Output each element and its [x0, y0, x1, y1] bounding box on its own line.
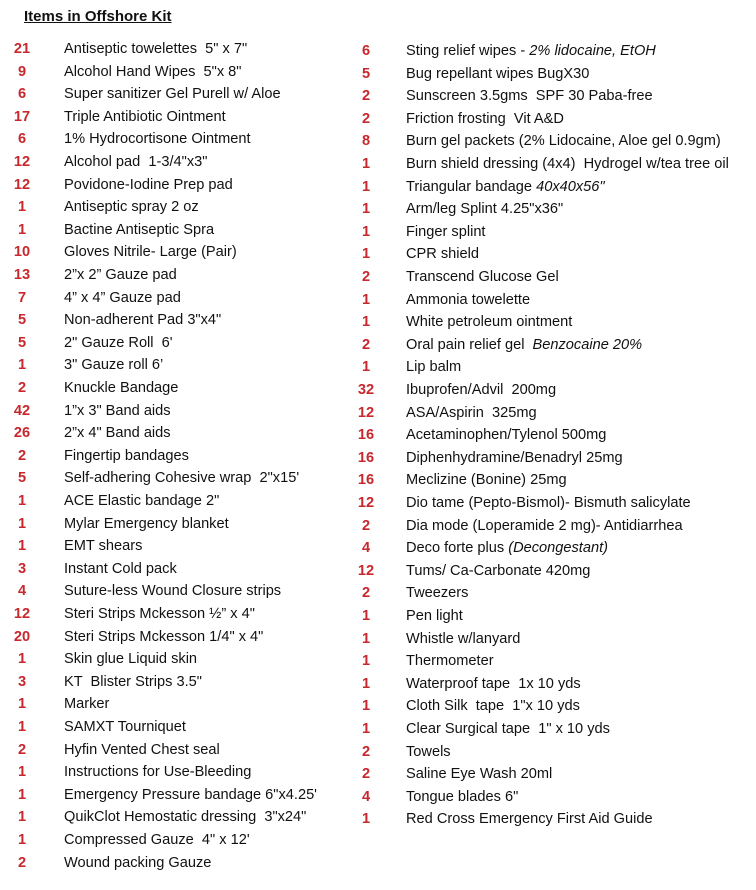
item-name-text: 2”x 4" Band aids: [64, 425, 171, 442]
item-name-text: Compressed Gauze 4" x 12': [64, 832, 250, 848]
item-name-text: Deco forte plus: [406, 540, 509, 557]
item-name-text: Lip balm: [406, 359, 462, 376]
item-name-text: KT Blister Strips 3.5": [64, 673, 202, 690]
item-name: [64, 560, 177, 578]
item-name: [64, 289, 181, 307]
item-name-text: Sunscreen 3.5gms SPF 30 Paba-free: [406, 88, 653, 105]
item-quantity: 16: [357, 427, 375, 444]
item-name: [406, 155, 729, 173]
item-name-text: 2" Gauze Roll 6': [64, 334, 173, 351]
item-name-text: Alcohol Hand Wipes 5"x 8": [64, 63, 242, 80]
item-name-text: Acetaminophen/Tylenol 500mg: [406, 427, 607, 444]
item-name-text: Knuckle Bandage: [64, 380, 179, 396]
item-name: [406, 358, 461, 376]
item-name-text: Arm/leg Splint 4.25"x36": [406, 201, 564, 218]
item-name: [406, 765, 552, 783]
item-name-text: Tongue blades 6": [406, 788, 519, 805]
item-name-text: QuikClot Hemostatic dressing 3"x24": [64, 809, 307, 826]
item-name: [64, 808, 306, 826]
item-name: [406, 336, 642, 354]
item-note: 40x40x56": [536, 178, 605, 195]
item-name: [406, 788, 518, 806]
item-quantity: 1: [361, 201, 371, 218]
item-quantity: 12: [13, 606, 31, 622]
item-quantity: 12: [357, 404, 375, 421]
item-quantity: 1: [361, 314, 371, 331]
item-name: [406, 810, 653, 828]
item-name-text: 2”x 2” Gauze pad: [64, 267, 177, 283]
item-name: [406, 675, 581, 693]
item-name: [406, 517, 683, 535]
item-name-text: Finger splint: [406, 223, 486, 240]
item-name: [406, 65, 589, 83]
item-quantity: 1: [361, 291, 371, 308]
item-name: [64, 650, 197, 668]
item-name-text: Povidone-Iodine Prep pad: [64, 176, 233, 193]
item-quantity: 1: [361, 178, 371, 195]
item-name: [64, 854, 211, 872]
item-name-text: ASA/Aspirin 325mg: [406, 404, 537, 421]
item-quantity: 5: [361, 65, 371, 82]
item-name-text: Wound packing Gauze: [64, 854, 212, 871]
item-quantity: 2: [361, 766, 371, 783]
item-name-text: Suture-less Wound Closure strips: [64, 583, 282, 600]
item-name: [406, 630, 520, 648]
item-name: [406, 87, 653, 105]
item-name-text: Marker: [64, 696, 110, 713]
item-name-text: Self-adhering Cohesive wrap 2"x15': [64, 470, 300, 487]
item-name-text: Tweezers: [406, 585, 469, 602]
item-name: [64, 153, 207, 171]
item-name: [64, 176, 233, 194]
item-name-text: CPR shield: [406, 246, 479, 263]
item-name: [406, 313, 572, 331]
item-name: [64, 537, 142, 555]
item-quantity: 1: [17, 764, 27, 781]
item-name-text: Waterproof tape 1x 10 yds: [406, 675, 581, 692]
item-name: [64, 447, 189, 465]
item-name: [64, 763, 251, 781]
item-name-text: Cloth Silk tape 1"x 10 yds: [406, 698, 580, 715]
item-quantity: 13: [13, 267, 31, 283]
item-quantity: 1: [361, 653, 371, 670]
item-name-text: Ibuprofen/Advil 200mg: [406, 382, 557, 398]
item-quantity: 16: [357, 449, 375, 466]
item-quantity: 1: [361, 359, 371, 376]
item-name: [64, 786, 317, 804]
item-name: [64, 582, 281, 600]
item-name: [64, 741, 220, 759]
item-quantity: 1: [361, 223, 371, 240]
item-note: 2% lidocaine, EtOH: [529, 43, 656, 59]
item-name-text: Antiseptic spray 2 oz: [64, 199, 199, 216]
item-quantity: 2: [361, 585, 371, 602]
item-quantity: 1: [17, 696, 27, 713]
item-quantity: 3: [17, 560, 27, 577]
item-quantity: 1: [361, 698, 371, 715]
item-name: [406, 449, 623, 467]
item-name: [64, 424, 171, 442]
item-quantity: 5: [17, 312, 27, 329]
item-name: [406, 291, 530, 309]
item-name: [64, 628, 263, 646]
item-quantity: 6: [361, 43, 371, 59]
item-quantity: 5: [17, 334, 27, 351]
item-name-text: Instructions for Use-Bleeding: [64, 764, 252, 781]
item-quantity: 10: [13, 244, 31, 261]
item-name-text: Red Cross Emergency First Aid Guide: [406, 811, 653, 828]
item-name-text: SAMXT Tourniquet: [64, 719, 186, 735]
item-name-text: Instant Cold pack: [64, 560, 177, 577]
item-name: [406, 404, 537, 422]
item-quantity: 1: [17, 357, 27, 374]
item-quantity: 12: [357, 562, 375, 579]
item-name-text: Antiseptic towelettes 5" x 7": [64, 41, 248, 57]
item-quantity: 1: [17, 493, 27, 509]
item-quantity: 17: [13, 108, 31, 125]
item-name: [406, 607, 463, 625]
item-quantity: 2: [361, 517, 371, 534]
item-quantity: 1: [17, 809, 27, 826]
item-name: [64, 831, 250, 849]
item-name: [64, 243, 237, 261]
item-quantity: 2: [17, 854, 27, 871]
item-name: [406, 697, 580, 715]
item-quantity: 4: [17, 583, 27, 600]
item-name: [64, 108, 226, 126]
item-name: [406, 268, 559, 286]
item-name: [64, 718, 186, 736]
item-quantity: 1: [17, 719, 27, 735]
item-name-text: Sting relief wipes -: [406, 43, 530, 59]
item-name: [64, 130, 251, 148]
item-quantity: 2: [361, 336, 371, 353]
item-name: [406, 652, 494, 670]
item-quantity: 7: [17, 289, 27, 306]
item-quantity: 4: [361, 540, 371, 557]
item-name-text: Burn gel packets (2% Lidocaine, Aloe gel 0.9gm): [406, 133, 721, 150]
item-quantity: 1: [361, 608, 371, 624]
item-name: [406, 539, 608, 557]
item-name-text: Non-adherent Pad 3"x4": [64, 312, 222, 329]
item-quantity: 1: [17, 538, 27, 555]
item-quantity: 1: [361, 246, 371, 263]
item-name-text: Dio tame (Pepto-Bismol)- Bismuth salicylate: [406, 495, 691, 511]
item-quantity: 3: [17, 673, 27, 690]
item-name: [406, 110, 564, 128]
item-name: [64, 356, 163, 374]
item-name-text: Saline Eye Wash 20ml: [406, 766, 553, 783]
item-name-text: Tums/ Ca-Carbonate 420mg: [406, 562, 591, 579]
item-name-text: Bug repellant wipes BugX30: [406, 65, 590, 82]
item-name-text: Gloves Nitrile- Large (Pair): [64, 244, 237, 261]
item-name: [64, 695, 109, 713]
item-name-text: Ammonia towelette: [406, 291, 531, 308]
item-quantity: 1: [17, 221, 27, 238]
item-name-text: Thermometer: [406, 653, 494, 670]
item-quantity: 8: [361, 133, 371, 150]
item-note: Benzocaine 20%: [532, 336, 643, 353]
item-name-text: Meclizine (Bonine) 25mg: [406, 472, 567, 489]
item-name-text: Steri Strips Mckesson ½” x 4": [64, 606, 255, 622]
item-name: [406, 245, 479, 263]
item-name: [64, 492, 219, 510]
item-name: [406, 223, 486, 241]
item-quantity: 1: [17, 832, 27, 848]
item-name: [406, 494, 691, 512]
item-name-text: Hyfin Vented Chest seal: [64, 741, 220, 758]
item-name-text: Skin glue Liquid skin: [64, 651, 198, 668]
item-quantity: 12: [13, 154, 31, 170]
item-quantity: 2: [361, 88, 371, 105]
item-name-text: Transcend Glucose Gel: [406, 269, 559, 285]
item-name-text: Steri Strips Mckesson 1/4" x 4": [64, 628, 264, 645]
item-name-text: 3" Gauze roll 6’: [64, 357, 164, 374]
item-quantity: 1: [17, 515, 27, 532]
item-name-text: Oral pain relief gel: [406, 336, 533, 353]
item-name: [64, 311, 221, 329]
item-quantity: 2: [17, 447, 27, 464]
item-name-text: Dia mode (Loperamide 2 mg)- Antidiarrhea: [406, 517, 683, 534]
item-quantity: 2: [17, 380, 27, 396]
item-name: [64, 334, 173, 352]
item-name: [64, 469, 299, 487]
item-name-text: Super sanitizer Gel Purell w/ Aloe: [64, 86, 281, 103]
item-note: (Decongestant): [508, 540, 608, 557]
item-name: [64, 379, 178, 397]
item-quantity: 6: [17, 131, 27, 148]
item-quantity: 6: [17, 86, 27, 103]
item-quantity: 12: [13, 176, 31, 193]
item-quantity: 2: [361, 743, 371, 760]
item-name-text: Towels: [406, 743, 451, 760]
item-name-text: 4” x 4” Gauze pad: [64, 289, 181, 306]
item-name: [64, 402, 171, 420]
item-name: [406, 426, 606, 444]
item-name-text: Friction frosting Vit A&D: [406, 110, 564, 127]
item-name: [64, 515, 229, 533]
item-quantity: 21: [13, 41, 31, 57]
item-name-text: 1”x 3" Band aids: [64, 402, 171, 419]
item-name-text: 1% Hydrocortisone Ointment: [64, 131, 251, 148]
item-name: [406, 132, 721, 150]
item-name-text: Emergency Pressure bandage 6"x4.25': [64, 786, 317, 803]
item-name: [64, 605, 255, 623]
item-name-text: White petroleum ointment: [406, 314, 573, 331]
item-name: [406, 42, 656, 60]
item-name-text: Mylar Emergency blanket: [64, 515, 229, 532]
item-quantity: 20: [13, 628, 31, 645]
item-quantity: 1: [361, 630, 371, 647]
item-name-text: Clear Surgical tape 1" x 10 yds: [406, 721, 610, 737]
item-name-text: EMT shears: [64, 538, 143, 555]
item-name: [406, 471, 567, 489]
item-name: [406, 720, 610, 738]
item-quantity: 4: [361, 788, 371, 805]
item-name: [64, 198, 199, 216]
item-quantity: 1: [361, 675, 371, 692]
item-name: [406, 584, 468, 602]
item-quantity: 1: [361, 811, 371, 828]
item-name-text: Triangular bandage: [406, 178, 537, 195]
item-name-text: Whistle w/lanyard: [406, 630, 521, 647]
item-quantity: 2: [361, 110, 371, 127]
item-quantity: 12: [357, 495, 375, 511]
item-quantity: 1: [361, 156, 371, 172]
item-name: [64, 266, 177, 284]
item-name-text: Pen light: [406, 608, 463, 624]
item-name: [64, 85, 281, 103]
item-quantity: 1: [17, 651, 27, 668]
item-quantity: 5: [17, 470, 27, 487]
item-name: [406, 178, 605, 196]
item-quantity: 42: [13, 402, 31, 419]
item-name-text: Alcohol pad 1-3/4"x3": [64, 154, 208, 170]
item-quantity: 16: [357, 472, 375, 489]
item-name-text: Burn shield dressing (4x4) Hydrogel w/tea tree oil: [406, 156, 729, 172]
item-name-text: Triple Antibiotic Ointment: [64, 108, 226, 125]
item-name: [64, 221, 214, 239]
item-name: [64, 673, 202, 691]
item-name-text: ACE Elastic bandage 2": [64, 493, 220, 509]
item-name: [406, 562, 590, 580]
item-quantity: 2: [361, 269, 371, 285]
item-quantity: 1: [361, 721, 371, 737]
item-quantity: 1: [17, 786, 27, 803]
item-quantity: 9: [17, 63, 27, 80]
item-quantity: 2: [17, 741, 27, 758]
item-name: [406, 200, 563, 218]
item-name-text: Diphenhydramine/Benadryl 25mg: [406, 449, 623, 466]
page-title: Items in Offshore Kit: [24, 8, 172, 25]
item-quantity: 32: [357, 382, 375, 398]
item-quantity: 26: [13, 425, 31, 442]
item-name: [406, 381, 556, 399]
item-name: [406, 743, 451, 761]
item-name: [64, 40, 247, 58]
item-quantity: 1: [17, 199, 27, 216]
item-name: [64, 63, 241, 81]
item-name-text: Fingertip bandages: [64, 447, 189, 464]
item-name-text: Bactine Antiseptic Spra: [64, 221, 215, 238]
